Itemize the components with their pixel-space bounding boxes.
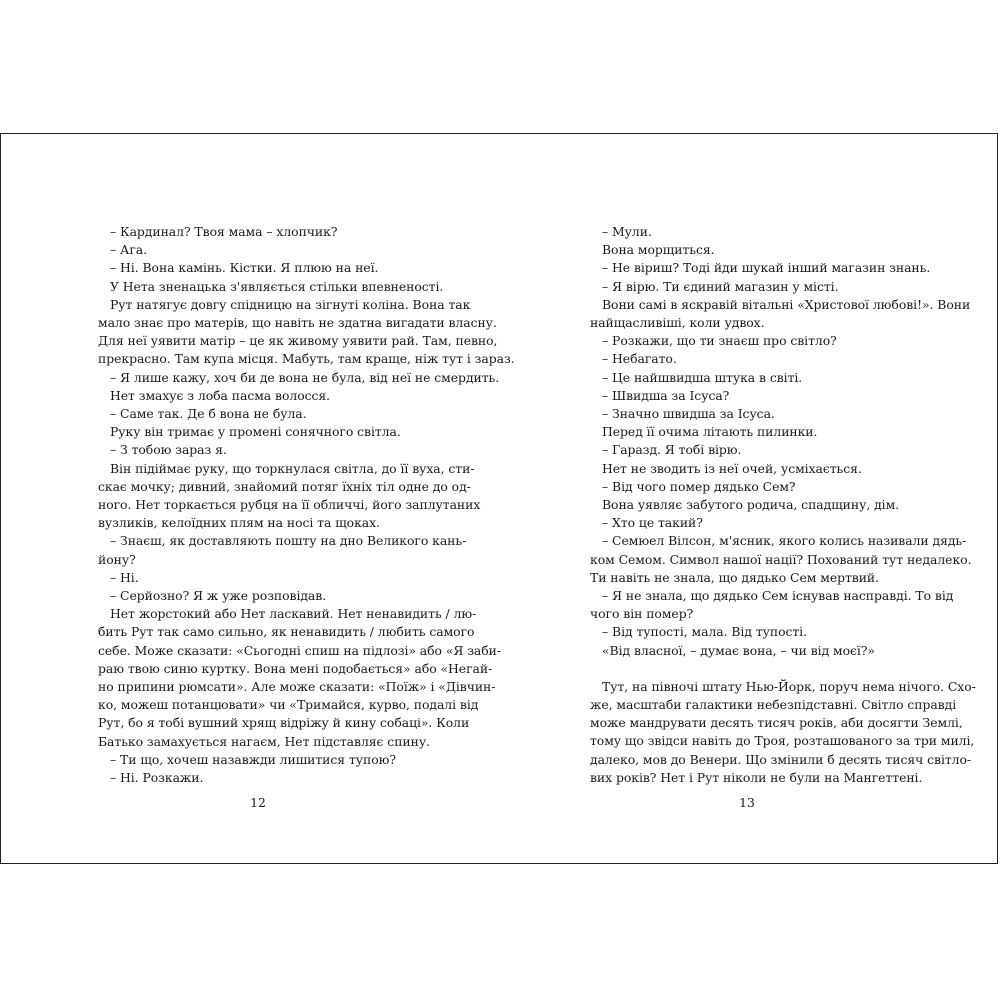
text-line: скає мочку; дивний, знайомий потяг їхніх тіл одне до од- xyxy=(98,478,471,494)
text-line: мало знає про матерів, що навіть не здатна вигадати власну. xyxy=(98,315,497,331)
text-line: – Небагато. xyxy=(602,351,677,367)
text-line: – Гаразд. Я тобі вірю. xyxy=(602,442,742,458)
text-line: Батько замахується нагаєм, Нет підставляє спину. xyxy=(98,733,430,749)
text-line: – Саме так. Де б вона не була. xyxy=(110,406,307,422)
text-line: – Розкажи, що ти знаєш про світло? xyxy=(602,333,837,349)
text-line: йону? xyxy=(98,551,136,567)
text-line: У Нета зненацька з'являється стільки впевненості. xyxy=(110,278,444,294)
text-line: – Кардинал? Твоя мама – хлопчик? xyxy=(110,224,338,239)
text-line: прекрасно. Там купа місця. Мабуть, там краще, ніж тут і зараз. xyxy=(98,351,515,367)
text-line: – Семюел Вілсон, м'ясник, якого колись називали дядь- xyxy=(602,533,967,549)
text-line: – Не віриш? Тоді йди шукай інший магазин знань. xyxy=(602,260,931,276)
text-line: раю твою синю куртку. Вона мені подобається» або «Негай- xyxy=(98,660,493,676)
text-line: Рут натягує довгу спідницю на зігнуті коліна. Вона так xyxy=(110,296,471,312)
text-line: Він підіймає руку, що торкнулася світла, до її вуха, сти- xyxy=(110,460,475,476)
text-line: Перед її очима літають пилинки. xyxy=(602,424,818,440)
text-line: тому що звідси навіть до Троя, розташованого за три милі, xyxy=(590,733,975,749)
text-line: – Значно швидша за Ісуса. xyxy=(602,406,775,422)
right-page-number: 13 xyxy=(739,795,755,810)
text-line: – Знаєш, як доставляють пошту на дно Великого кань- xyxy=(110,533,467,549)
text-line: Ти навіть не знала, що дядько Сем мертвий. xyxy=(590,569,880,585)
text-line: вих років? Нет і Рут ніколи не були на Мангеттені. xyxy=(590,769,923,785)
text-line: ком Семом. Символ нашої нації? Похований тут недалеко. xyxy=(590,551,972,567)
text-line: – Ні. xyxy=(110,569,139,585)
text-line: – Це найшвидша штука в світі. xyxy=(602,369,803,385)
text-line: далеко, мов до Венери. Що змінили б десять тисяч світло- xyxy=(590,751,972,767)
right-page-text xyxy=(590,223,976,787)
text-line: – Хто це такий? xyxy=(602,515,703,531)
text-line: чого він помер? xyxy=(590,606,694,622)
text-line: Вони самі в яскравій вітальні «Христової любові!». Вони xyxy=(602,296,971,312)
text-line: Вона морщиться. xyxy=(602,242,715,258)
text-line: но припини рюмсати». Але може сказати: «Поїж» і «Дівчин- xyxy=(98,679,496,695)
text-line: – Швидша за Ісуса? xyxy=(602,387,730,403)
text-line: ного. Нет торкається рубця на її обличчі, його заплутаних xyxy=(98,497,481,513)
text-line: «Від власної, – думає вона, – чи від моєї?» xyxy=(602,642,875,658)
text-line: – Мули. xyxy=(602,224,652,239)
text-line: Нет не зводить із неї очей, усміхається. xyxy=(602,460,862,476)
text-line: вузликів, келоїдних плям на носі та щоках. xyxy=(98,515,380,531)
text-line: – Ні. Вона камінь. Кістки. Я плюю на неї. xyxy=(110,260,379,276)
text-line: – З тобою зараз я. xyxy=(110,442,227,458)
text-line: Для неї уявити матір – це як живому уявити рай. Там, певно, xyxy=(98,333,498,349)
text-line: Нет змахує з лоба пасма волосся. xyxy=(110,387,331,403)
text-line: же, масштаби галактики небезпідставні. Світло справді xyxy=(590,697,957,713)
text-line: – Ага. xyxy=(110,242,148,258)
text-line: – Я вірю. Ти єдиний магазин у місті. xyxy=(602,278,839,294)
text-line: найщасливіші, коли удвох. xyxy=(590,315,765,331)
text-line: бить Рут так само сильно, як ненавидить / любить самого xyxy=(98,624,475,640)
text-line: себе. Може сказати: «Сьогодні спиш на підлозі» або «Я заби- xyxy=(98,642,502,658)
text-line: – Я лише кажу, хоч би де вона не була, від неї не смердить. xyxy=(110,369,500,385)
text-line: – Ти що, хочеш назавжди лишитися тупою? xyxy=(110,751,396,767)
text-line xyxy=(590,660,930,678)
text-line: – Від тупості, мала. Від тупості. xyxy=(602,624,807,640)
text-line: – Я не знала, що дядько Сем існував насправді. То від xyxy=(602,588,954,604)
text-line: – Ні. Розкажи. xyxy=(110,770,204,786)
text-line: Тут, на півночі штату Нью-Йорк, поруч нема нічого. Схо- xyxy=(602,678,976,694)
left-page-text xyxy=(98,223,515,787)
text-line: Вона уявляє забутого родича, спадщину, дім. xyxy=(602,497,900,513)
text-line: ко, можеш потанцювати» чи «Тримайся, курво, подалі від xyxy=(98,697,479,713)
text-line: Рут, бо я тобі вушний хрящ відріжу й кину собаці». Коли xyxy=(98,715,470,731)
text-line: – Від чого помер дядько Сем? xyxy=(602,478,796,494)
text-line: – Серйозно? Я ж уже розповідав. xyxy=(110,588,327,604)
book-spread xyxy=(0,133,998,864)
left-page-number: 12 xyxy=(250,795,266,810)
text-line: Нет жорстокий або Нет ласкавий. Нет ненавидить / лю- xyxy=(110,606,477,622)
text-line: може мандрувати десять тисяч років, аби досягти Землі, xyxy=(590,715,963,731)
text-line: Руку він тримає у промені сонячного світла. xyxy=(110,424,401,440)
